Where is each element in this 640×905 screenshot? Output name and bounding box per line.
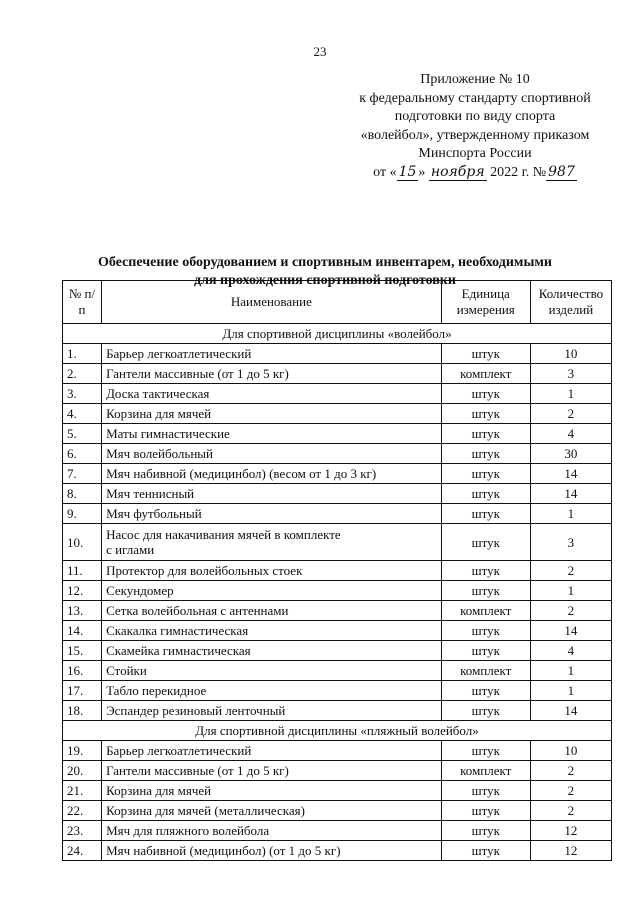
handwritten-day: 15 bbox=[398, 163, 417, 180]
row-unit: комплект bbox=[441, 601, 530, 621]
row-unit: штук bbox=[441, 581, 530, 601]
table-row bbox=[63, 641, 612, 661]
row-unit: штук bbox=[441, 524, 530, 561]
appendix-date-line bbox=[330, 164, 620, 183]
table-row bbox=[63, 601, 612, 621]
title-line-1: Обеспечение оборудованием и спортивным инвентарем, необходимыми bbox=[98, 255, 552, 270]
row-name: Мяч футбольный bbox=[102, 504, 442, 524]
row-name: Скамейка гимнастическая bbox=[102, 641, 442, 661]
table-row bbox=[63, 761, 612, 781]
row-qty: 2 bbox=[530, 561, 611, 581]
appendix-ministry: Минспорта России bbox=[418, 146, 532, 161]
row-qty: 14 bbox=[530, 484, 611, 504]
row-name: Корзина для мячей bbox=[102, 404, 442, 424]
handwritten-month: ноября bbox=[430, 163, 485, 180]
table-row bbox=[63, 524, 612, 561]
row-num: 4. bbox=[63, 404, 102, 424]
row-num: 12. bbox=[63, 581, 102, 601]
section-title: Для спортивной дисциплины «волейбол» bbox=[63, 324, 612, 344]
header-unit: Единица измерения bbox=[441, 281, 530, 324]
table-row bbox=[63, 484, 612, 504]
row-num: 19. bbox=[63, 741, 102, 761]
row-unit: штук bbox=[441, 444, 530, 464]
row-name: Мяч для пляжного волейбола bbox=[102, 821, 442, 841]
row-num: 21. bbox=[63, 781, 102, 801]
row-num: 6. bbox=[63, 444, 102, 464]
table-row bbox=[63, 681, 612, 701]
row-unit: штук bbox=[441, 561, 530, 581]
appendix-sport: подготовки по виду спорта bbox=[394, 109, 556, 124]
row-name: Мяч волейбольный bbox=[102, 444, 442, 464]
table-row bbox=[63, 364, 612, 384]
table-row bbox=[63, 504, 612, 524]
row-name-line-1: Насос для накачивания мячей в комплекте bbox=[106, 527, 341, 542]
row-name: Мяч набивной (медицинбол) (от 1 до 5 кг) bbox=[102, 841, 442, 861]
row-qty: 1 bbox=[530, 384, 611, 404]
row-qty: 4 bbox=[530, 424, 611, 444]
table-row bbox=[63, 821, 612, 841]
appendix-number: Приложение № 10 bbox=[420, 72, 530, 87]
table-row bbox=[63, 444, 612, 464]
row-unit: штук bbox=[441, 384, 530, 404]
row-qty: 3 bbox=[530, 524, 611, 561]
row-unit: штук bbox=[441, 701, 530, 721]
row-qty: 14 bbox=[530, 464, 611, 484]
row-unit: комплект bbox=[441, 364, 530, 384]
row-name: Стойки bbox=[102, 661, 442, 681]
appendix-header bbox=[330, 71, 620, 182]
row-name: Табло перекидное bbox=[102, 681, 442, 701]
row-qty: 2 bbox=[530, 601, 611, 621]
row-unit: штук bbox=[441, 741, 530, 761]
row-num: 10. bbox=[63, 524, 102, 561]
row-qty: 30 bbox=[530, 444, 611, 464]
row-unit: штук bbox=[441, 504, 530, 524]
row-name: Мяч теннисный bbox=[102, 484, 442, 504]
row-qty: 14 bbox=[530, 701, 611, 721]
row-unit: штук bbox=[441, 821, 530, 841]
row-qty: 4 bbox=[530, 641, 611, 661]
header-name: Наименование bbox=[102, 281, 442, 324]
date-mid: » bbox=[418, 164, 426, 180]
row-unit: комплект bbox=[441, 761, 530, 781]
row-name: Маты гимнастические bbox=[102, 424, 442, 444]
row-unit: штук bbox=[441, 641, 530, 661]
row-qty: 1 bbox=[530, 661, 611, 681]
row-num: 11. bbox=[63, 561, 102, 581]
row-unit: штук bbox=[441, 484, 530, 504]
row-name: Скакалка гимнастическая bbox=[102, 621, 442, 641]
row-qty: 2 bbox=[530, 761, 611, 781]
table-row bbox=[63, 701, 612, 721]
row-qty: 1 bbox=[530, 581, 611, 601]
row-name: Эспандер резиновый ленточный bbox=[102, 701, 442, 721]
header-qty: Количество изделий bbox=[530, 281, 611, 324]
row-unit: штук bbox=[441, 424, 530, 444]
row-num: 7. bbox=[63, 464, 102, 484]
row-num: 9. bbox=[63, 504, 102, 524]
row-num: 22. bbox=[63, 801, 102, 821]
row-name: Мяч набивной (медицинбол) (весом от 1 до 3 кг) bbox=[102, 464, 442, 484]
row-unit: штук bbox=[441, 464, 530, 484]
row-num: 24. bbox=[63, 841, 102, 861]
row-name: Доска тактическая bbox=[102, 384, 442, 404]
row-name: Секундомер bbox=[102, 581, 442, 601]
table-row bbox=[63, 344, 612, 364]
title-line-2: для прохождения спортивной подготовки bbox=[194, 273, 456, 288]
row-qty: 14 bbox=[530, 621, 611, 641]
row-qty: 12 bbox=[530, 841, 611, 861]
row-num: 8. bbox=[63, 484, 102, 504]
section-title: Для спортивной дисциплины «пляжный волейбол» bbox=[63, 721, 612, 741]
section-row-beach-volleyball bbox=[63, 721, 612, 741]
row-num: 14. bbox=[63, 621, 102, 641]
row-qty: 2 bbox=[530, 781, 611, 801]
row-name bbox=[102, 524, 442, 561]
row-qty: 10 bbox=[530, 741, 611, 761]
row-name: Корзина для мячей bbox=[102, 781, 442, 801]
row-unit: штук bbox=[441, 841, 530, 861]
row-name: Протектор для волейбольных стоек bbox=[102, 561, 442, 581]
equipment-table bbox=[62, 280, 612, 861]
row-qty: 10 bbox=[530, 344, 611, 364]
row-name: Барьер легкоатлетический bbox=[102, 741, 442, 761]
table-row bbox=[63, 581, 612, 601]
row-num: 1. bbox=[63, 344, 102, 364]
row-unit: штук bbox=[441, 681, 530, 701]
date-prefix: от « bbox=[373, 164, 397, 180]
row-name: Сетка волейбольная с антеннами bbox=[102, 601, 442, 621]
table-row bbox=[63, 561, 612, 581]
table-row bbox=[63, 384, 612, 404]
header-num: № п/п bbox=[63, 281, 102, 324]
appendix-order: «волейбол», утвержденному приказом bbox=[360, 127, 590, 143]
table-row bbox=[63, 661, 612, 681]
row-qty: 12 bbox=[530, 821, 611, 841]
row-unit: штук bbox=[441, 621, 530, 641]
row-qty: 1 bbox=[530, 504, 611, 524]
row-num: 15. bbox=[63, 641, 102, 661]
row-name: Гантели массивные (от 1 до 5 кг) bbox=[102, 364, 442, 384]
row-name: Корзина для мячей (металлическая) bbox=[102, 801, 442, 821]
row-num: 5. bbox=[63, 424, 102, 444]
row-num: 3. bbox=[63, 384, 102, 404]
table-header-row bbox=[63, 281, 612, 324]
row-unit: штук bbox=[441, 404, 530, 424]
row-num: 23. bbox=[63, 821, 102, 841]
row-qty: 1 bbox=[530, 681, 611, 701]
handwritten-order-number: 987 bbox=[548, 163, 575, 180]
table-row bbox=[63, 424, 612, 444]
row-qty: 2 bbox=[530, 404, 611, 424]
row-unit: штук bbox=[441, 801, 530, 821]
table-row bbox=[63, 841, 612, 861]
row-name: Барьер легкоатлетический bbox=[102, 344, 442, 364]
section-row-volleyball bbox=[63, 324, 612, 344]
row-unit: комплект bbox=[441, 661, 530, 681]
row-num: 2. bbox=[63, 364, 102, 384]
row-name-line-2: с иглами bbox=[106, 542, 155, 557]
row-num: 16. bbox=[63, 661, 102, 681]
table-row bbox=[63, 464, 612, 484]
row-unit: штук bbox=[441, 781, 530, 801]
appendix-standard: к федеральному стандарту спортивной bbox=[359, 90, 591, 106]
row-name: Гантели массивные (от 1 до 5 кг) bbox=[102, 761, 442, 781]
year-text: 2022 г. № bbox=[490, 164, 547, 180]
table-row bbox=[63, 621, 612, 641]
table-row bbox=[63, 741, 612, 761]
row-num: 17. bbox=[63, 681, 102, 701]
row-num: 20. bbox=[63, 761, 102, 781]
row-unit: штук bbox=[441, 344, 530, 364]
table-row bbox=[63, 801, 612, 821]
table-row bbox=[63, 781, 612, 801]
row-num: 13. bbox=[63, 601, 102, 621]
row-qty: 3 bbox=[530, 364, 611, 384]
page-number: 23 bbox=[313, 44, 327, 59]
row-qty: 2 bbox=[530, 801, 611, 821]
row-num: 18. bbox=[63, 701, 102, 721]
table-row bbox=[63, 404, 612, 424]
